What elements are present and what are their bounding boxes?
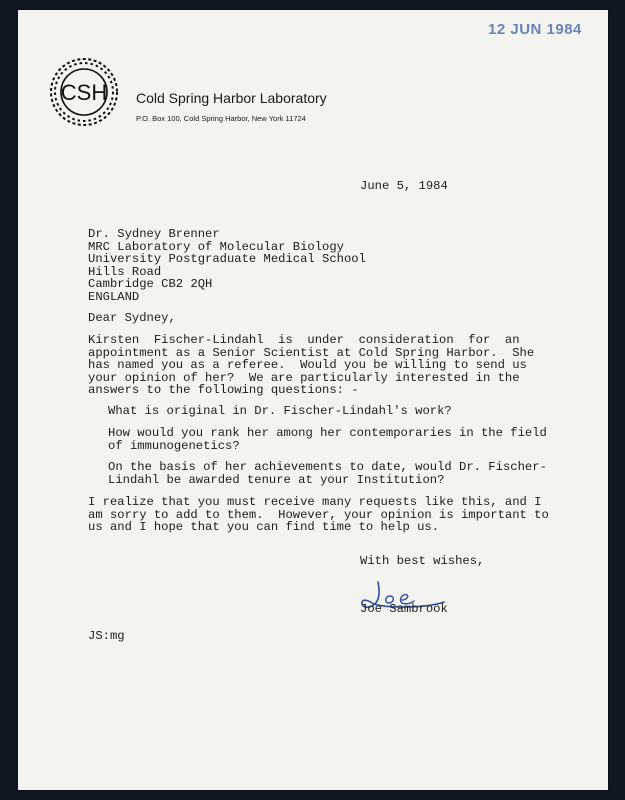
paragraph-line: Kirsten Fischer-Lindahl is under consideration for an	[88, 333, 520, 347]
recipient-line: MRC Laboratory of Molecular Biology	[88, 239, 344, 254]
received-date-stamp: 12 JUN 1984	[488, 21, 582, 38]
paragraph-line: am sorry to add to them. However, your opinion is important to	[88, 507, 549, 522]
letter-date: June 5, 1984	[360, 179, 448, 193]
recipient-line: ENGLAND	[88, 289, 140, 304]
paragraph-line: I realize that you must receive many requests like this, and I	[88, 495, 542, 509]
recipient-line: University Postgraduate Medical School	[88, 252, 366, 266]
paragraph-line: us and I hope that you can find time to help us.	[88, 520, 440, 534]
csh-logo-icon	[48, 56, 120, 128]
question-line: Lindahl be awarded tenure at your Institution?	[108, 472, 445, 487]
recipient-line: Hills Road	[88, 264, 162, 279]
recipient-line: Cambridge CB2 2QH	[88, 277, 213, 291]
question-1: What is original in Dr. Fischer-Lindahl's work?	[108, 404, 452, 418]
paragraph-line: answers to the following questions: -	[88, 383, 359, 397]
reference-initials: JS:mg	[88, 629, 125, 643]
paragraph-line: your opinion of her? We are particularly interested in the	[88, 370, 520, 385]
letter-page	[18, 10, 608, 790]
question-line: How would you rank her among her contemporaries in the field	[108, 426, 547, 440]
salutation: Dear Sydney,	[88, 311, 176, 325]
logo-text: CSH	[60, 80, 108, 105]
question-line: of immunogenetics?	[108, 438, 240, 453]
recipient-line: Dr. Sydney Brenner	[88, 227, 220, 241]
lab-address: P.O. Box 100, Cold Spring Harbor, New York 11724	[136, 114, 306, 123]
question-line: On the basis of her achievements to date, would Dr. Fischer-	[108, 460, 547, 474]
sign-off: With best wishes,	[360, 554, 485, 568]
paragraph-line: has named you as a referee. Would you be willing to send us	[88, 358, 527, 372]
signer-name: Joe Sambrook	[360, 602, 448, 616]
paragraph-line: appointment as a Senior Scientist at Cold Spring Harbor. She	[88, 345, 535, 360]
lab-name: Cold Spring Harbor Laboratory	[136, 90, 327, 106]
